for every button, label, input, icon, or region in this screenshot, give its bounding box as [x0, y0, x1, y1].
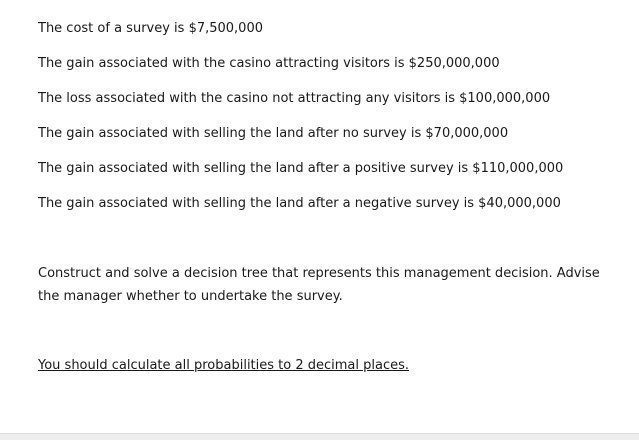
casino-loss-line: The loss associated with the casino not attracting any visitors is $100,000,000: [38, 91, 551, 106]
land-no-survey-line: The gain associated with selling the land after no survey is $70,000,000: [38, 126, 509, 141]
land-negative-survey-line: The gain associated with selling the land after a negative survey is $40,000,000: [38, 196, 561, 211]
casino-gain-line: The gain associated with the casino attracting visitors is $250,000,000: [38, 56, 500, 71]
probability-note: You should calculate all probabilities to 2 decimal places.: [38, 358, 410, 373]
land-positive-survey-line: The gain associated with selling the land after a positive survey is $110,000,000: [38, 161, 564, 176]
window-bottom-edge: [0, 433, 639, 440]
survey-cost-line: The cost of a survey is $7,500,000: [38, 21, 263, 36]
instruction-paragraph: Construct and solve a decision tree that represents this management decision. Advise the manager whether to undertake the survey.: [38, 266, 600, 304]
